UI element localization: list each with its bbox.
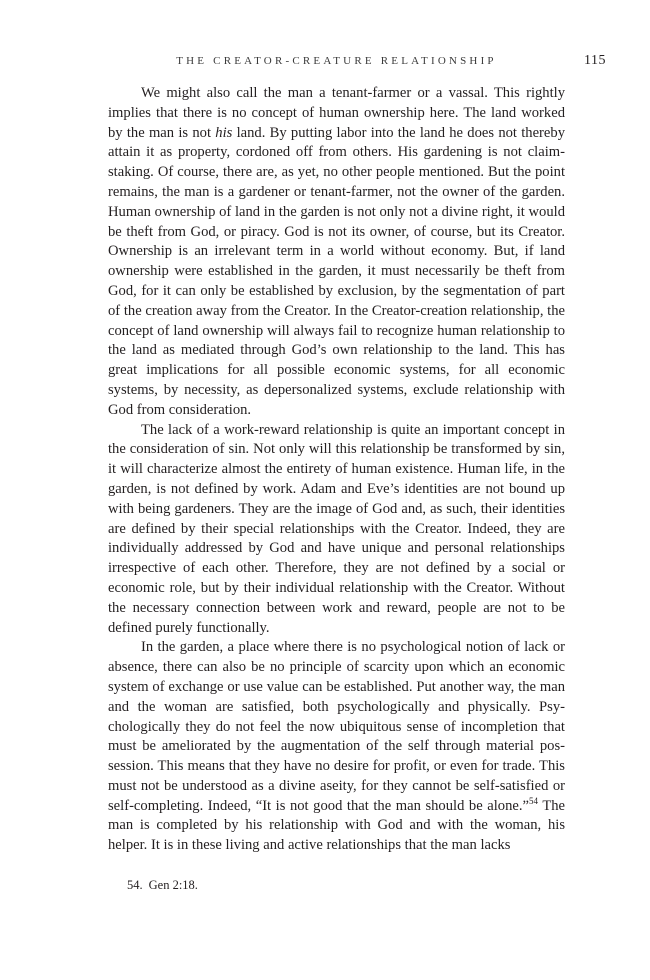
footnote bbox=[127, 878, 198, 893]
emphasis-his: his bbox=[215, 124, 233, 141]
paragraph-3-text-b: The man is completed by his relationship with God and with the woman, his helper. It is in these living and active relationships that the man lacks bbox=[108, 797, 566, 854]
body-text bbox=[108, 84, 565, 856]
paragraph-1-text-a: We might also call the man a tenant-farmer or a vassal. This rightly implies that there is no concept of human ownership here. The land worked by the man is not bbox=[108, 85, 565, 141]
footnote-number: 54. bbox=[127, 878, 143, 892]
paragraph-2: The lack of a work-reward relationship is quite an important concept in the consideration of sin. Not only will this relationship be transformed by sin, it will characterize almost the entirety of human existence. Human life, in the garden, is not defined by work. Adam and Eve’s identities are not bound up with being gardeners. They are the image of God and, as such, their identities are defined by their special relationships with the Creator. Indeed, they are individually addressed by God and have unique and personal relationships irrespective of each other. Therefore, they are not defined by a social or economic role, but by their individual relationship with the Creator. Without the necessary connection between work and reward, people are not to be defined purely functionally. bbox=[108, 421, 565, 636]
paragraph-3 bbox=[108, 638, 565, 856]
running-head-title: THE CREATOR-CREATURE RELATIONSHIP bbox=[176, 55, 497, 67]
page-number: 115 bbox=[584, 53, 606, 68]
paragraph-3-text-a: In the garden, a place where there is no psychological notion of lack or absence, there can also be no principle of scarcity upon which an economic system of exchange or use value can be established. Put another way, the man and the woman are satisfied, both psychologically and physically. Psychologically they do not feel the now ubiquitous sense of incompletion that must be ameliorated by the augmentation of the self through material possession. This means that they have no desire for profit, or even for trade. This must not be understood as a divine aseity, for they cannot be self-satisfied or self-completing. Indeed, “It is not good that the man should be alone.” bbox=[108, 639, 565, 814]
paragraph-1-text-b: land. By putting labor into the land he does not thereby attain it as property, cordoned off from others. His gardening is not claimstaking. Of course, there are, as yet, no other people mentioned. But the point remains, the man is a gardener or tenant-farmer, not the owner of the garden. Human ownership of land in the garden is not only not a divine right, it would be theft from God, or piracy. God is not its owner, of course, but its Creator. Ownership is an irrelevant term in a world without economy. But, if land ownership were established in the garden, it must necessarily be theft from God, for it can only be established by exclusion, by the segmentation of part of the creation away from the Creator. In the Creator-creation relationship, the concept of land ownership will always fail to recognize human relationship to the land as mediated through God’s own relationship to the land. This has great implications for all possible economic systems, for all economic systems, by necessity, as depersonalized systems, exclude relationship with God from consideration. bbox=[108, 124, 565, 418]
footnote-text: Gen 2:18. bbox=[148, 878, 198, 892]
paragraph-1 bbox=[108, 84, 565, 421]
footnote-ref-54[interactable]: 54 bbox=[529, 795, 539, 806]
